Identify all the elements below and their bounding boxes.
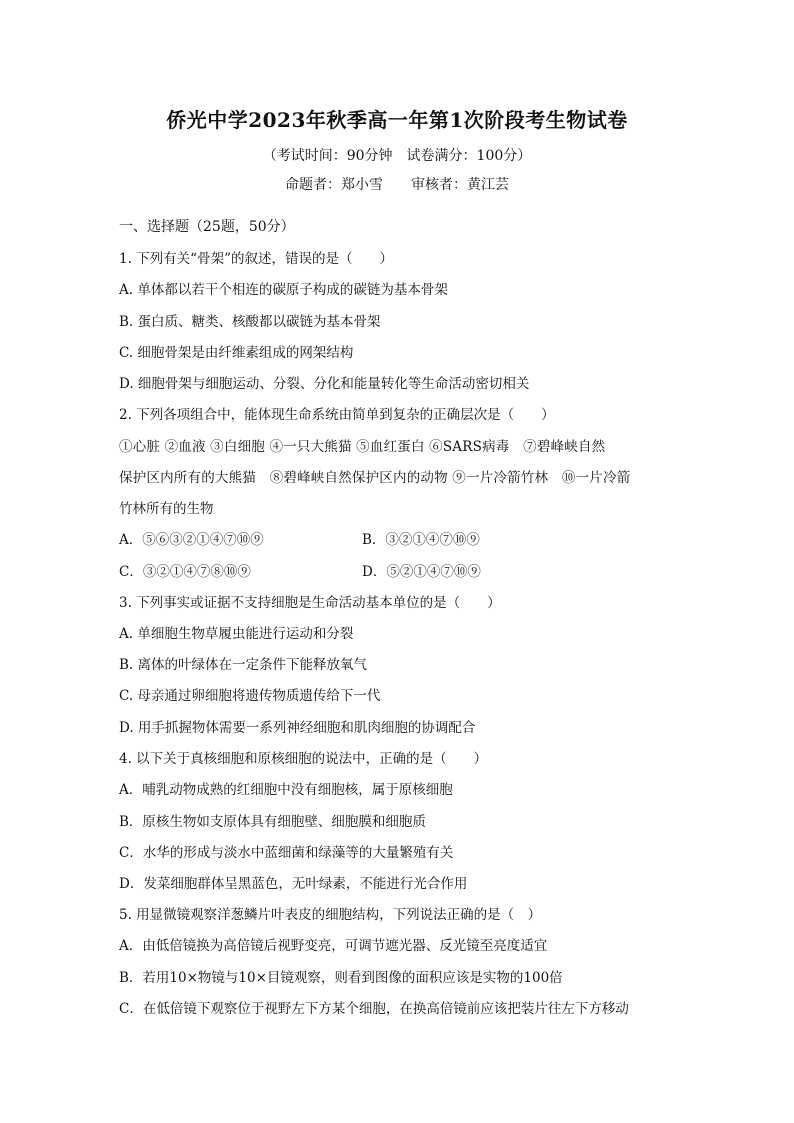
q2-items-line1: ①心脏 ②血液 ③白细胞 ④一只大熊猫 ⑤血红蛋白 ⑥SARS病毒 ⑦碧峰峡自然 [119,439,606,455]
q3-option-b: B. 离体的叶绿体在一定条件下能释放氧气 [119,657,368,673]
q3-stem: 3. 下列事实或证据不支持细胞是生命活动基本单位的是（ ） [119,595,501,611]
q3-option-c: C. 母亲通过卵细胞将遗传物质遗传给下一代 [119,688,381,704]
q2-items-line2: 保护区内所有的大熊猫 ⑧碧峰峡自然保护区内的动物 ⑨一片冷箭竹林 ⑩一片冷箭 [119,470,631,486]
authors-line: 命题者：郑小雪 审核者：黄江芸 [285,177,509,193]
q5-option-c: C．在低倍镜下观察位于视野左下方某个细胞，在换高倍镜前应该把装片往左下方移动 [119,1001,629,1017]
q4-option-a: A．哺乳动物成熟的红细胞中没有细胞核，属于原核细胞 [119,782,453,798]
q3-option-d: D. 用手抓握物体需要一系列神经细胞和肌肉细胞的协调配合 [119,720,476,736]
q4-stem: 4. 以下关于真核细胞和原核细胞的说法中，正确的是（ ） [119,751,488,767]
exam-info: （考试时间：90分钟 试卷满分：100分） [262,148,532,164]
q3-option-a: A. 单细胞生物草履虫能进行运动和分裂 [119,626,354,642]
q5-option-a: A．由低倍镜换为高倍镜后视野变亮，可调节遮光器、反光镜至亮度适宜 [119,938,548,954]
q5-option-b: B．若用10×物镜与10×目镜观察，则看到图像的面积应该是实物的100倍 [119,970,563,986]
q1-option-b: B. 蛋白质、糖类、核酸都以碳链为基本骨架 [119,314,381,330]
q4-option-d: D．发菜细胞群体呈黑蓝色，无叶绿素，不能进行光合作用 [119,876,468,892]
section-heading: 一、选择题（25题，50分） [119,219,295,235]
q2-stem: 2. 下列各项组合中，能体现生命系统由简单到复杂的正确层次是（ ） [119,407,555,423]
q1-option-a: A. 单体都以若干个相连的碳原子构成的碳链为基本骨架 [119,282,448,298]
q2-items-line3: 竹林所有的生物 [119,501,214,517]
q2-option-d: D．⑤②①④⑦⑩⑨ [362,564,481,580]
q2-option-b: B．③②①④⑦⑩⑨ [362,532,480,548]
q2-option-a: A．⑤⑥③②①④⑦⑩⑨ [119,532,264,548]
q5-stem: 5. 用显微镜观察洋葱鳞片叶表皮的细胞结构，下列说法正确的是（ ） [119,907,542,923]
q1-option-c: C. 细胞骨架是由纤维素组成的网架结构 [119,345,354,361]
q1-stem: 1. 下列有关“骨架”的叙述，错误的是（ ） [119,251,393,267]
q4-option-c: C．水华的形成与淡水中蓝细菌和绿藻等的大量繁殖有关 [119,845,454,861]
q4-option-b: B．原核生物如支原体具有细胞壁、细胞膜和细胞质 [119,814,426,830]
q1-option-d: D. 细胞骨架与细胞运动、分裂、分化和能量转化等生命活动密切相关 [119,376,530,392]
q2-option-c: C．③②①④⑦⑧⑩⑨ [119,564,251,580]
exam-title: 侨光中学2023年秋季高一年第1次阶段考生物试卷 [166,108,628,132]
